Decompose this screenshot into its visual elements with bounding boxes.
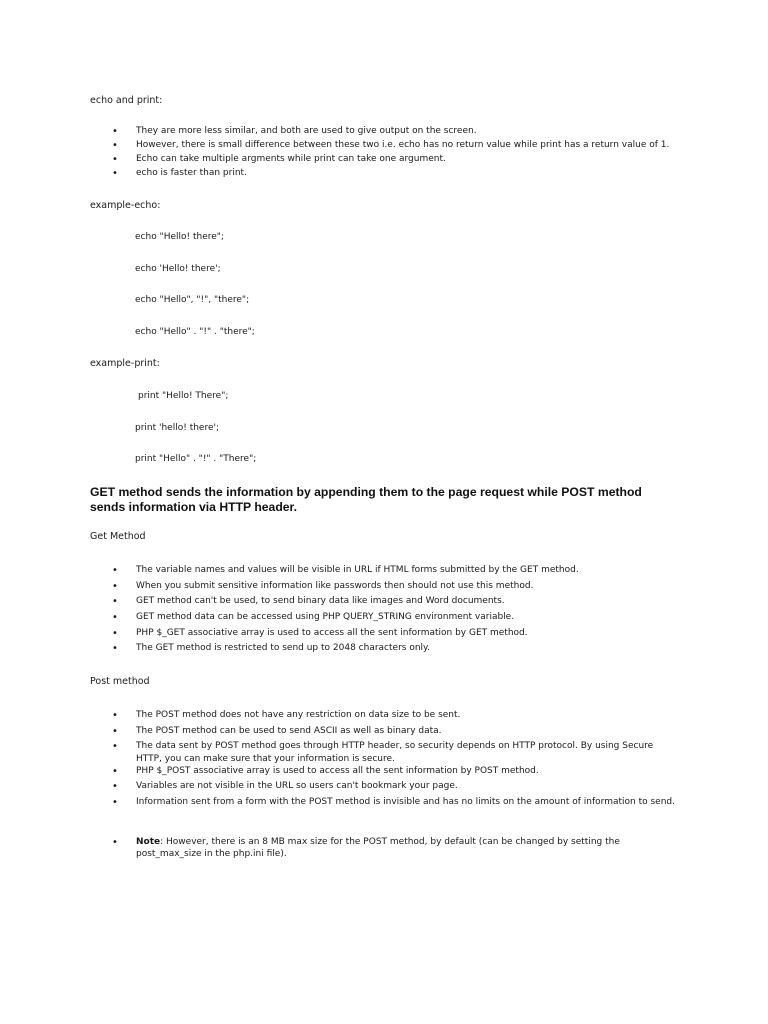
post-method-list [0,709,676,812]
note-item [0,836,676,860]
code-line: echo 'Hello! there'; [135,264,221,274]
code-line: print 'hello! there'; [135,423,220,433]
list-item: • GET method can't be used, to send binary data like images and Word documents. [0,595,579,611]
code-line: print "Hello! There"; [138,391,229,401]
code-line: print "Hello" . "!" . "There"; [135,454,257,464]
list-item: • They are more less similar, and both are used to give output on the screen. [0,125,669,139]
note-label: Note [136,837,161,847]
note-text: : However, there is an 8 MB max size for the POST method, by default (can be changed by setting the post_max_size in the php.ini file). [136,837,620,860]
get-method-list [0,564,579,658]
list-item: • The data sent by POST method goes through HTTP header, so security depends on HTTP protocol. By using Secure HTTP, you can make sure that your information is secure. [0,740,676,764]
list-item: • echo is faster than print. [0,167,669,181]
list-item: • The GET method is restricted to send up to 2048 characters only. [0,642,579,658]
code-line: echo "Hello! there"; [135,232,224,242]
list-item: • The POST method can be used to send ASCII as well as binary data. [0,725,676,741]
list-item: • Information sent from a form with the POST method is invisible and has no limits on the amount of information to send. [0,796,676,812]
example-print-heading: example-print: [90,358,160,369]
get-method-heading: Get Method [90,531,146,542]
list-item: • The variable names and values will be visible in URL if HTML forms submitted by the GET method. [0,564,579,580]
post-method-heading: Post method [90,676,150,687]
list-item: • However, there is small difference between these two i.e. echo has no return value while print has a return value of 1. [0,139,669,153]
code-line: echo "Hello" . "!" . "there"; [135,327,255,337]
list-item: • GET method data can be accessed using PHP QUERY_STRING environment variable. [0,611,579,627]
get-post-title: GET method sends the information by appending them to the page request while POST method sends information via HTTP header. [90,485,642,514]
list-item: • PHP $_GET associative array is used to access all the sent information by GET method. [0,627,579,643]
post-note-list [0,836,676,860]
echo-print-list [0,125,669,181]
list-item: • Echo can take multiple argments while print can take one argument. [0,153,669,167]
list-item: • When you submit sensitive information like passwords then should not use this method. [0,580,579,596]
code-line: echo "Hello", "!", "there"; [135,295,250,305]
list-item: • The POST method does not have any restriction on data size to be sent. [0,709,676,725]
list-item: • PHP $_POST associative array is used to access all the sent information by POST method. [0,765,676,781]
echo-print-heading: echo and print: [90,95,163,106]
example-echo-heading: example-echo: [90,200,161,211]
list-item: • Variables are not visible in the URL so users can't bookmark your page. [0,780,676,796]
